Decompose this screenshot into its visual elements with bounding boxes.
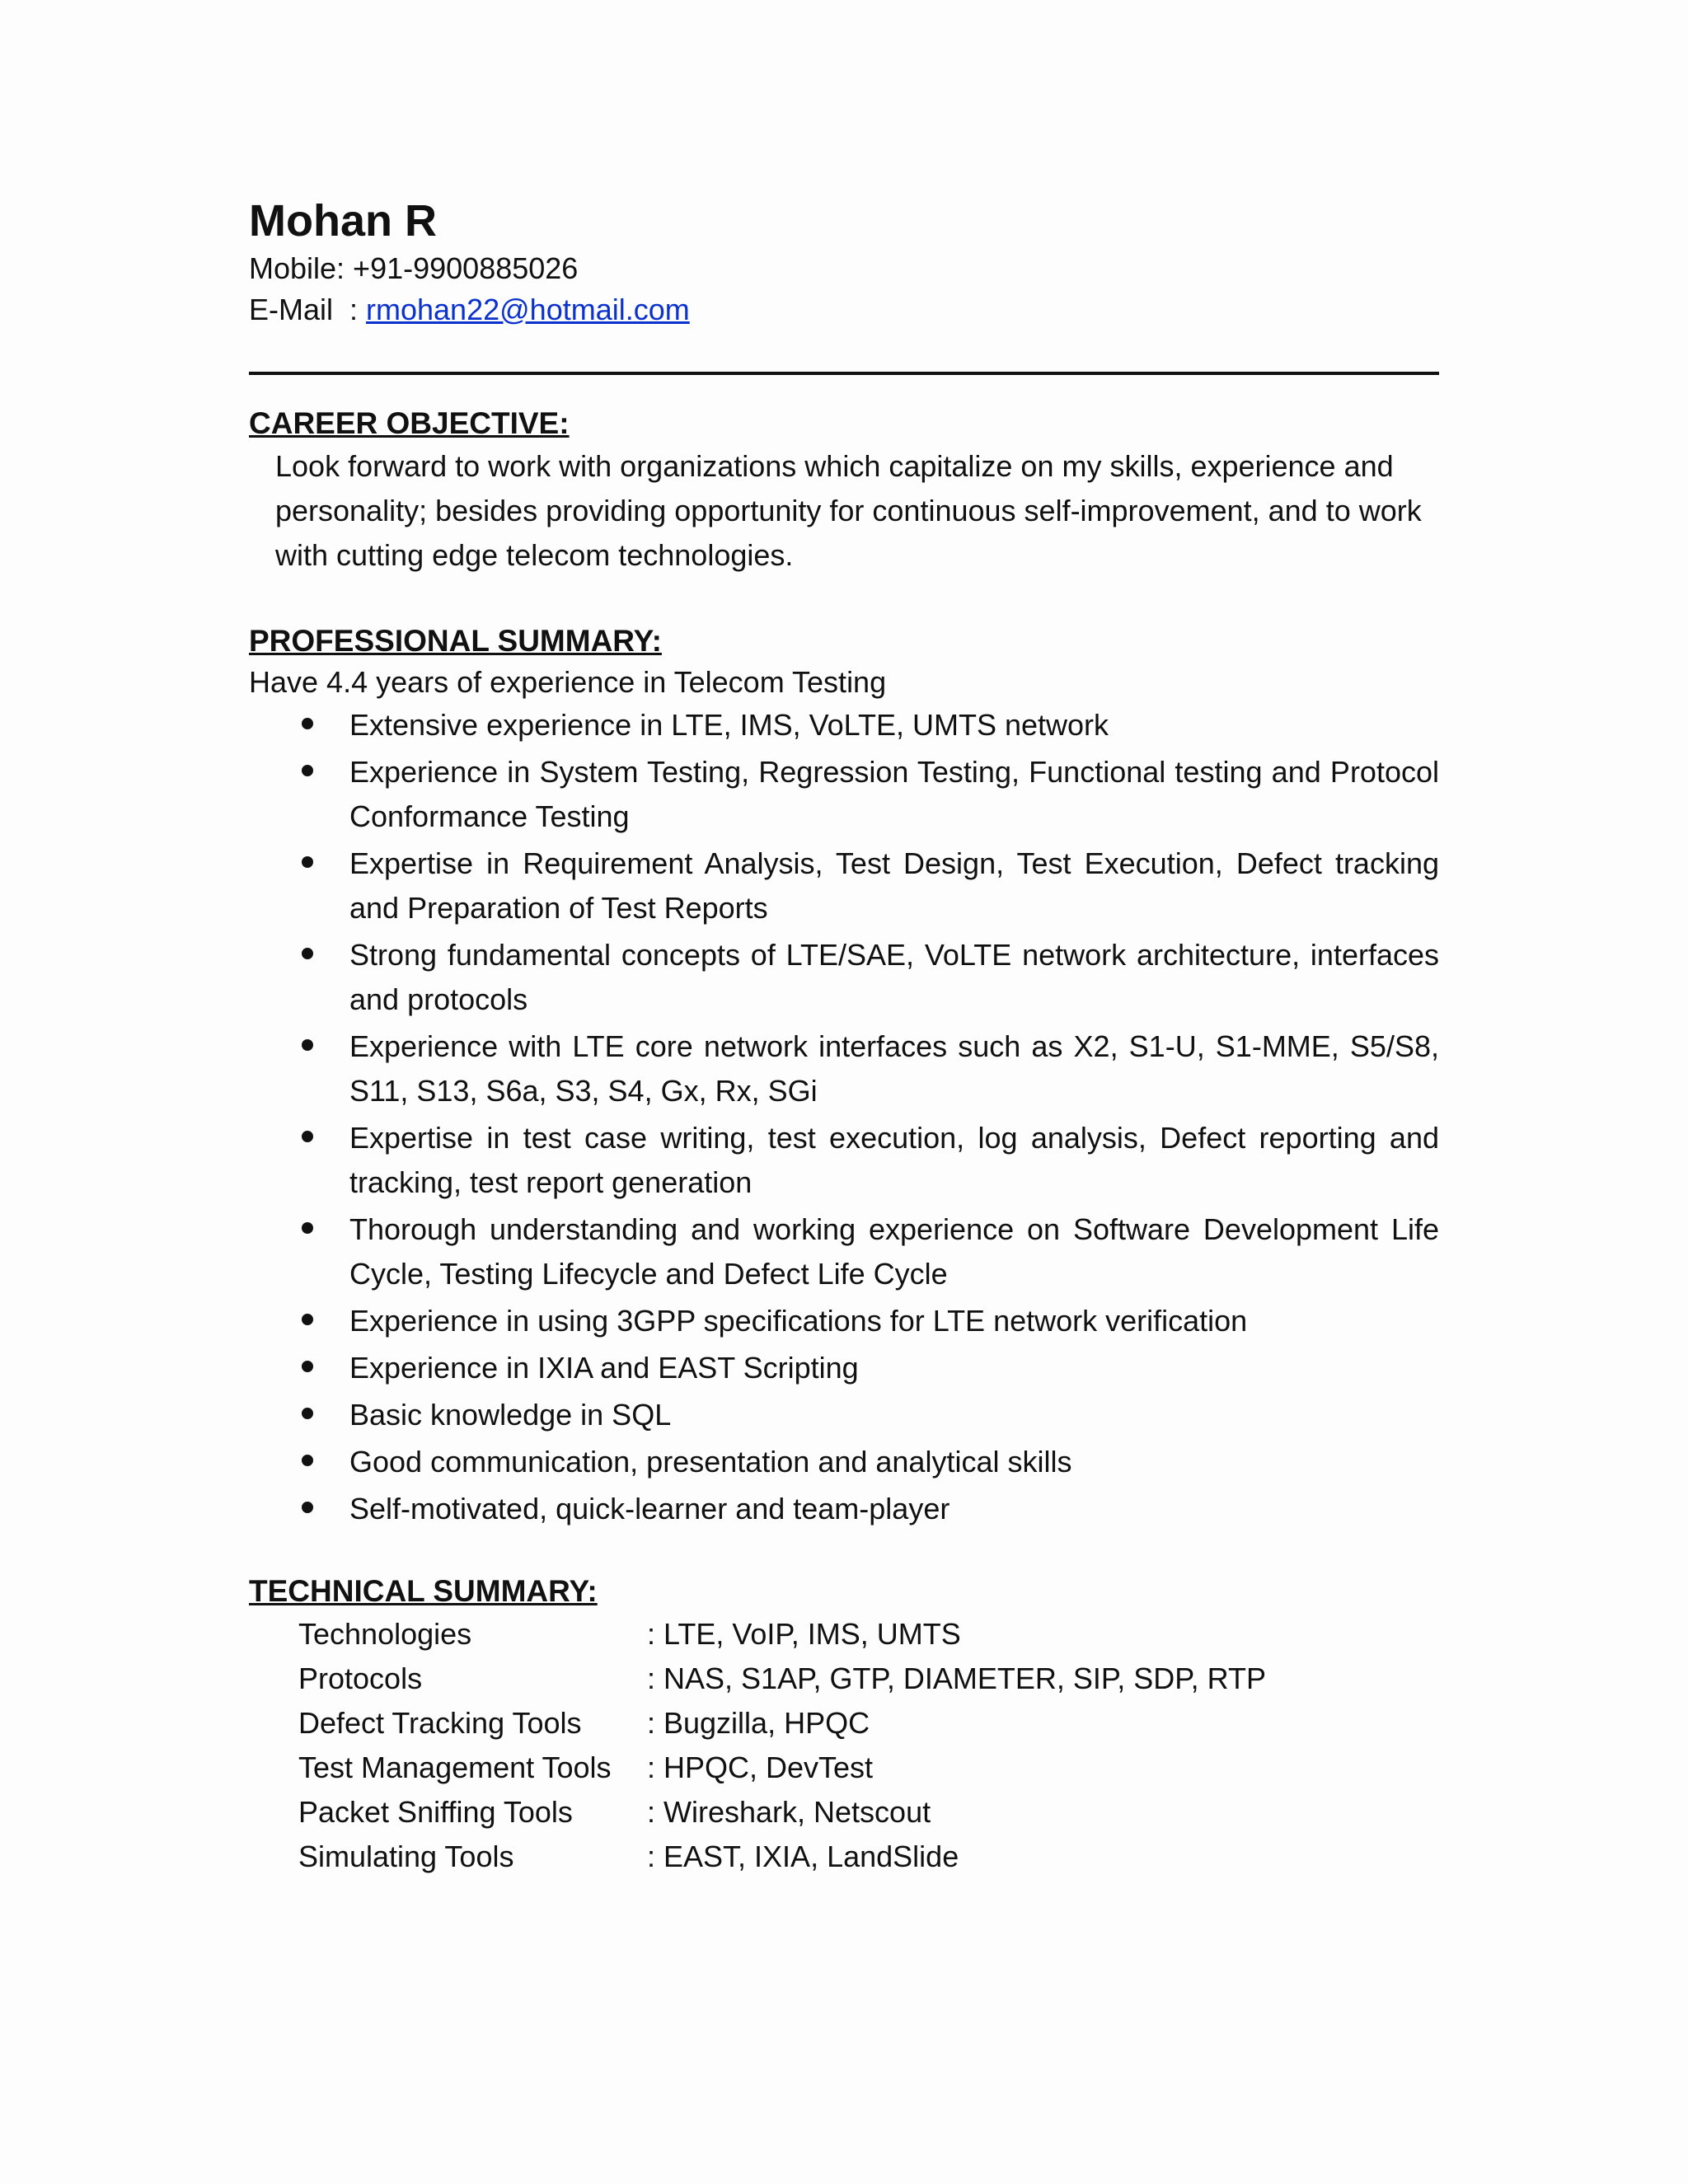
list-item bbox=[249, 1116, 1439, 1205]
list-item bbox=[249, 1440, 1439, 1484]
bullet-icon bbox=[302, 1039, 313, 1051]
bullet-icon bbox=[302, 765, 313, 776]
email-line bbox=[249, 289, 1439, 330]
list-item-text: Experience in System Testing, Regression Testing, Functional testing and Protocol Conformance Testing bbox=[349, 754, 1439, 833]
table-row bbox=[298, 1746, 1439, 1790]
table-row bbox=[298, 1701, 1439, 1746]
mobile-line: Mobile: +91-9900885026 bbox=[249, 251, 579, 285]
row-value: : Wireshark, Netscout bbox=[647, 1794, 931, 1829]
row-key: Packet Sniffing Tools bbox=[298, 1794, 573, 1829]
technical-summary-table bbox=[298, 1612, 1439, 1879]
row-value: : LTE, VoIP, IMS, UMTS bbox=[647, 1616, 961, 1651]
email-link[interactable]: rmohan22@hotmail.com bbox=[366, 292, 690, 326]
list-item-text: Self-motivated, quick-learner and team-player bbox=[349, 1491, 950, 1526]
list-item bbox=[249, 1393, 1439, 1437]
row-key: Defect Tracking Tools bbox=[298, 1705, 582, 1740]
bullet-icon bbox=[302, 1314, 313, 1325]
list-item bbox=[249, 1024, 1439, 1113]
row-key: Technologies bbox=[298, 1616, 472, 1651]
professional-summary-title: PROFESSIONAL SUMMARY: bbox=[249, 623, 662, 658]
career-objective-section bbox=[249, 403, 1439, 578]
list-item-text: Good communication, presentation and analytical skills bbox=[349, 1444, 1072, 1479]
row-value: : HPQC, DevTest bbox=[647, 1750, 874, 1784]
list-item bbox=[249, 933, 1439, 1022]
list-item bbox=[249, 750, 1439, 839]
bullet-icon bbox=[302, 718, 313, 729]
list-item bbox=[249, 1299, 1439, 1343]
table-row bbox=[298, 1790, 1439, 1835]
row-value: : Bugzilla, HPQC bbox=[647, 1705, 870, 1740]
table-row bbox=[298, 1657, 1439, 1701]
bullet-icon bbox=[302, 1222, 313, 1234]
bullet-icon bbox=[302, 1408, 313, 1419]
professional-summary-section bbox=[249, 621, 1439, 1531]
resume-page bbox=[249, 194, 1439, 1879]
header-divider bbox=[249, 372, 1439, 375]
bullet-icon bbox=[302, 1131, 313, 1142]
bullet-icon bbox=[302, 856, 313, 868]
table-row bbox=[298, 1612, 1439, 1657]
row-key: Protocols bbox=[298, 1661, 423, 1695]
row-value: : NAS, S1AP, GTP, DIAMETER, SIP, SDP, RTP bbox=[647, 1661, 1266, 1695]
email-label: E-Mail : bbox=[249, 292, 367, 326]
list-item-text: Expertise in Requirement Analysis, Test Design, Test Execution, Defect tracking and Preparation of Test Reports bbox=[349, 846, 1439, 925]
list-item bbox=[249, 1207, 1439, 1296]
bullet-icon bbox=[302, 1502, 313, 1513]
list-item-text: Experience in using 3GPP specifications for LTE network verification bbox=[349, 1303, 1248, 1338]
bullet-icon bbox=[302, 948, 313, 959]
professional-summary-intro: Have 4.4 years of experience in Telecom Testing bbox=[249, 664, 887, 699]
list-item bbox=[249, 703, 1439, 748]
list-item bbox=[249, 1346, 1439, 1390]
row-key: Test Management Tools bbox=[298, 1750, 612, 1784]
career-objective-title: CAREER OBJECTIVE: bbox=[249, 405, 570, 440]
bullet-icon bbox=[302, 1455, 313, 1466]
bullet-icon bbox=[302, 1361, 313, 1372]
technical-summary-title: TECHNICAL SUMMARY: bbox=[249, 1573, 598, 1608]
technical-summary-section bbox=[249, 1571, 1439, 1879]
list-item-text: Extensive experience in LTE, IMS, VoLTE, UMTS network bbox=[349, 707, 1109, 742]
list-item-text: Experience in IXIA and EAST Scripting bbox=[349, 1350, 859, 1385]
professional-summary-list bbox=[249, 703, 1439, 1531]
table-row bbox=[298, 1835, 1439, 1879]
list-item bbox=[249, 841, 1439, 930]
list-item-text: Thorough understanding and working experience on Software Development Life Cycle, Testing Lifecycle and Defect Life Cycle bbox=[349, 1212, 1439, 1291]
candidate-name: Mohan R bbox=[249, 196, 437, 246]
list-item-text: Experience with LTE core network interfaces such as X2, S1-U, S1-MME, S5/S8, S11, S13, S6a, S3, S4, Gx, Rx, SGi bbox=[349, 1029, 1439, 1108]
list-item-text: Basic knowledge in SQL bbox=[349, 1397, 672, 1432]
career-objective-text: Look forward to work with organizations which capitalize on my skills, experience and personality; besides providing opportunity for continuous self-improvement, and to work with cutting edge telecom technologies. bbox=[275, 448, 1422, 572]
list-item bbox=[249, 1487, 1439, 1531]
list-item-text: Strong fundamental concepts of LTE/SAE, VoLTE network architecture, interfaces and protocols bbox=[349, 937, 1439, 1016]
row-key: Simulating Tools bbox=[298, 1839, 514, 1873]
row-value: : EAST, IXIA, LandSlide bbox=[647, 1839, 959, 1873]
list-item-text: Expertise in test case writing, test execution, log analysis, Defect reporting and tracking, test report generation bbox=[349, 1120, 1439, 1199]
